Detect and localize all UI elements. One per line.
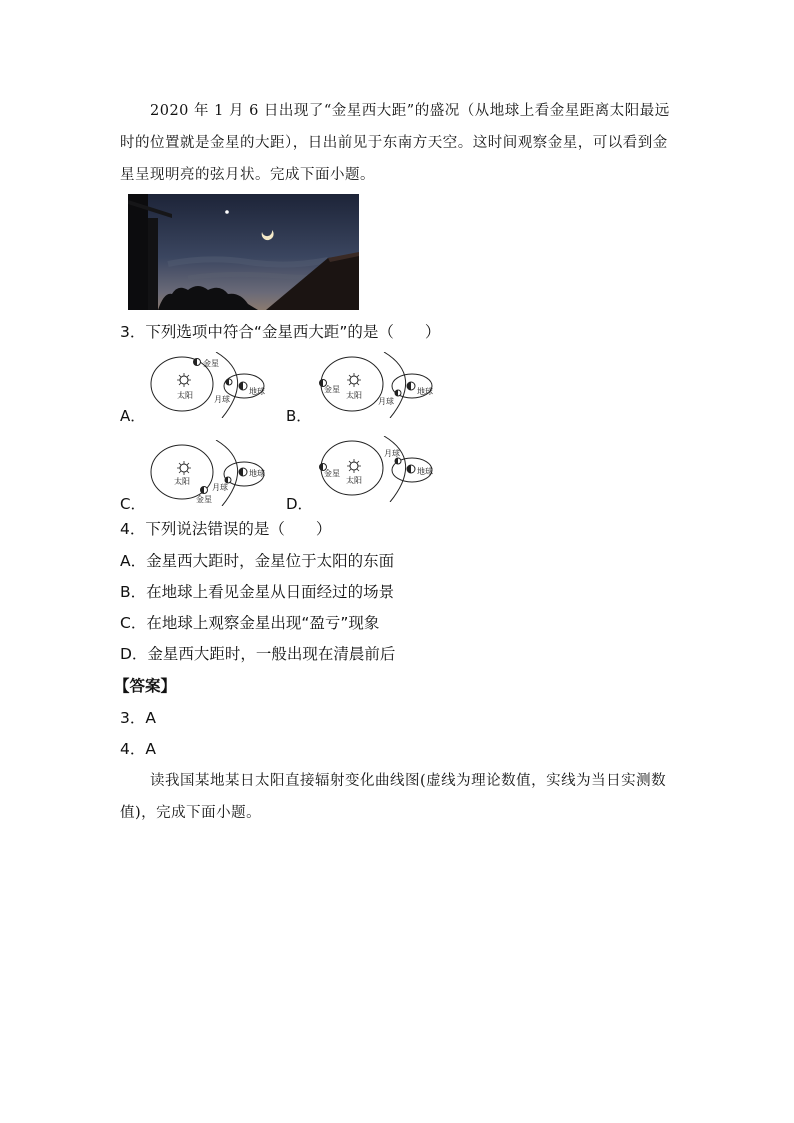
svg-text:月球: 月球 xyxy=(214,395,230,404)
q3-option-a-letter[interactable]: A． xyxy=(120,407,146,425)
venus-icon xyxy=(194,359,201,366)
answer-heading: 【答案】 xyxy=(114,677,177,695)
svg-text:月球: 月球 xyxy=(384,449,400,458)
venus-moon-photo xyxy=(128,194,359,310)
svg-text:地球: 地球 xyxy=(417,467,433,476)
svg-text:太阳: 太阳 xyxy=(177,391,193,400)
next-passage: 读我国某地某日太阳直接辐射变化曲线图(虚线为理论数值，实线为当日实测数值)，完成下面小题。 xyxy=(120,773,667,821)
q3-option-c-letter[interactable]: C． xyxy=(120,495,146,513)
sun-icon xyxy=(177,461,191,475)
q3-option-b-diagram[interactable] xyxy=(314,352,434,418)
earth-icon xyxy=(239,468,247,476)
svg-text:太阳: 太阳 xyxy=(346,476,362,485)
answer-3: 3．A xyxy=(120,709,156,727)
sun-icon xyxy=(177,373,191,387)
q4-stem: 4．下列说法错误的是（ ） xyxy=(120,520,332,538)
svg-text:地球: 地球 xyxy=(417,387,433,396)
q3-option-c-diagram[interactable] xyxy=(148,440,268,506)
venus-icon xyxy=(201,487,208,494)
earth-icon xyxy=(407,465,415,473)
q3-option-d-diagram[interactable] xyxy=(314,436,434,502)
q3-option-d-letter[interactable]: D． xyxy=(286,495,313,513)
moon-icon xyxy=(395,390,401,396)
svg-text:月球: 月球 xyxy=(378,397,394,406)
earth-icon xyxy=(407,382,415,390)
moon-icon xyxy=(226,379,232,385)
svg-text:太阳: 太阳 xyxy=(346,391,362,400)
svg-text:月球: 月球 xyxy=(212,483,228,492)
moon-icon xyxy=(395,458,401,464)
svg-text:金星: 金星 xyxy=(324,469,340,478)
q3-stem: 3．下列选项中符合“金星西大距”的是（ ） xyxy=(120,323,441,341)
sun-icon xyxy=(347,459,361,473)
svg-text:地球: 地球 xyxy=(249,469,265,478)
q3-option-b-letter[interactable]: B． xyxy=(286,407,312,425)
svg-text:金星: 金星 xyxy=(196,495,212,504)
q4-option-c[interactable]: C．在地球上观察金星出现“盈亏”现象 xyxy=(120,614,380,632)
svg-text:地球: 地球 xyxy=(249,387,265,396)
q4-option-d[interactable]: D．金星西大距时，一般出现在清晨前后 xyxy=(120,645,396,663)
intro-paragraph: 2020 年 1 月 6 日出现了“金星西大距”的盛况（从地球上看金星距离太阳最远时的位置就是金星的大距），日出前见于东南方天空。这时间观察金星，可以看到金星呈现明亮的弦月状。完成下面小题。 xyxy=(120,103,670,183)
svg-text:金星: 金星 xyxy=(203,359,219,368)
sun-icon xyxy=(347,373,361,387)
q3-option-a-diagram[interactable] xyxy=(148,352,268,418)
svg-text:金星: 金星 xyxy=(324,385,340,394)
answer-4: 4．A xyxy=(120,740,156,758)
svg-text:太阳: 太阳 xyxy=(174,477,190,486)
earth-icon xyxy=(239,382,247,390)
q4-option-b[interactable]: B．在地球上看见金星从日面经过的场景 xyxy=(120,583,395,601)
q4-option-a[interactable]: A．金星西大距时，金星位于太阳的东面 xyxy=(120,552,395,570)
